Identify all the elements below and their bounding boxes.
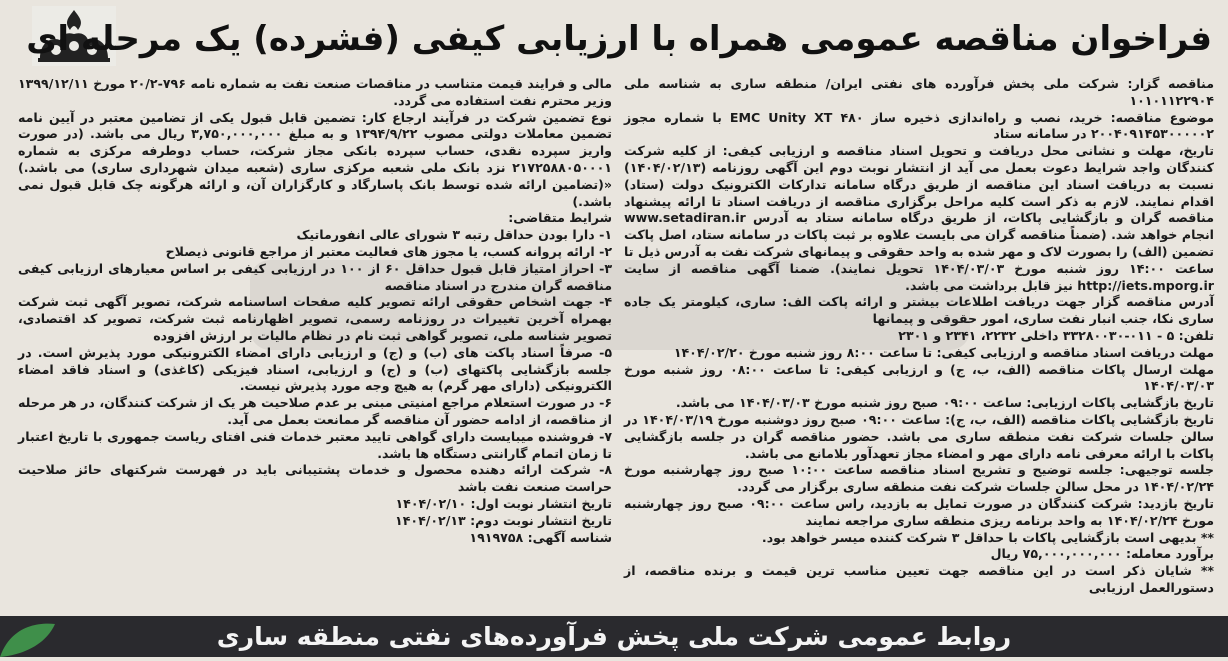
footer-text: روابط عمومی شرکت ملی پخش فرآورده‌های نفتی منطقه ساری [216,622,1012,651]
footer-banner [0,616,1228,657]
organizer-paragraph: مناقصه گزار: شرکت ملی پخش فرآورده های نفتی ایران/ منطقه ساری به شناسه ملی ۱۰۱۰۱۱۲۲۹۰۴ [624,76,1214,108]
guarantee-paragraph: نوع تضمین شرکت در فرآیند ارجاع کار: تضمین قابل قبول یکی از تضامین معتبر در آیین نامه تضمین معاملات دولتی مصوب ۱۳۹۴/۹/۲۲ و به مبلغ ۳,۷۵۰,۰۰۰,۰۰۰ ریال می باشد. (در صورت واریز سپرده نقدی، حساب سپرده بانکی مجاز شرکت، حساب دوطرفه مرکزی به شماره ۲۱۷۲۵۸۸۰۵۰۰۰۱ نزد بانک ملی شعبه مرکزی ساری (شعبه میدان شهرداری ساری) می باشد.) «(تضامین ارائه شده توسط بانک پاسارگاد و کارگزاران آن، و ارائه هرگونه چک قابل قبول نمی باشد.) [18,109,613,209]
left-text-column [18,76,612,598]
right-text-column [624,76,1214,598]
address-paragraph: آدرس مناقصه گزار جهت دریافت اطلاعات بیشتر و ارائه پاکت الف: ساری، کیلومتر یک جاده ساری نکا، جنب انبار نفت ساری، امور حقوقی و پیمانها [624,294,1214,327]
leaf-decoration-icon [0,618,60,657]
requirements-heading: شرایط متقاضی: [508,210,612,226]
opening-tender-paragraph: تاریخ بازگشایی پاکات مناقصه (الف، ب، ج): ساعت ۰۹:۰۰ صبح روز دوشنبه مورخ ۱۴۰۴/۰۳/۱۹ در سالن جلسات شرکت نفت منطقه ساری می باشد. حضور مناقصه گران در جلسه بازگشایی پاکات با ارائه معرفی نامه دارای مهر و امضاء مجاز تعهدآور بلامانع می باشد. [624,411,1214,461]
page-title: فراخوان مناقصه عمومی همراه با ارزیابی کیفی (فشرده) یک مرحله ای [26,19,1212,59]
documents-paragraph: تاریخ، مهلت و نشانی محل دریافت و تحویل اسناد مناقصه و ارزیابی کیفی: از کلیه شرکت کنندگان واجد شرایط دعوت بعمل می آید از انتشار نوبت دوم این آگهی روزنامه (۱۴۰۴/۰۲/۱۳) نسبت به دریافت اسناد این مناقصه از طریق درگاه سامانه تدارکات الکترونیک دولت (ستاد) اقدام نمایند. لازم به ذکر است کلیه مراحل برگزاری مناقصه از دریافت اسناد تا ارائه پیشنهاد مناقصه گران و بازگشایی پاکات، از طریق درگاه سامانه ستاد به آدرس www.setadiran.ir انجام خواهد شد. (ضمناً مناقصه گران می بایست علاوه بر ثبت پاکات در سامانه ستاد، اصل پاکت تضمین (الف) را بصورت لاک و مهر شده به واحد حقوقی و پیمانهای شرکت نفت به آدرس ذیل تا ساعت ۱۴:۰۰ روز شنبه مورخ ۱۴۰۴/۰۳/۰۳ تحویل نمایند). ضمنا آگهی مناقصه از سایت http://iets.mporg.ir نیز قابل برداشت می باشد. [624,143,1214,293]
evaluation-method-continued: مالی و فرایند قیمت متناسب در مناقصات صنعت نفت به شماره نامه ۷۹۶-۲۰/۲ مورخ ۱۳۹۹/۱۲/۱۱ وزیر محترم نفت استفاده می گردد. [18,76,612,108]
subject-paragraph: موضوع مناقصه: خرید، نصب و راه‌اندازی ذخیره ساز EMC Unity XT ۴۸۰ با شماره مجوز ۲۰۰۴۰۹۱۴۵۳۰۰۰۰۰۲ در سامانه ستاد [624,109,1214,142]
requirement-item: ۲- ارائه پروانه کسب، یا مجوز های فعالیت معتبر از مراجع قانونی ذیصلاح [165,243,612,259]
requirement-item: ۳- احراز امتیاز قابل قبول حداقل ۶۰ از ۱۰۰ در ارزیابی کیفی بر اساس معیارهای ارزیابی کیفی مناقصه گران مندرج در اسناد مناقصه [18,260,612,293]
ad-id: شناسه آگهی: ۱۹۱۹۷۵۸ [469,529,612,545]
second-publication-date: تاریخ انتشار نوبت دوم: ۱۴۰۴/۰۲/۱۳ [395,512,612,528]
deadline-docs-paragraph: مهلت دریافت اسناد مناقصه و ارزیابی کیفی: تا ساعت ۸:۰۰ روز شنبه مورخ ۱۴۰۴/۰۲/۲۰ [673,344,1214,360]
requirement-item: ۶- در صورت استعلام مراجع امنیتی مبنی بر عدم صلاحیت هر یک از شرکت کنندگان، در هر مرحله از مناقصه، از ادامه حضور آن مناقصه گر ممانعت بعمل می آید. [18,395,612,427]
site-visit-paragraph: تاریخ بازدید: شرکت کنندگان در صورت تمایل به بازدید، راس ساعت ۰۹:۰۰ صبح روز چهارشنبه مورخ ۱۴۰۴/۰۲/۲۴ به واحد برنامه ریزی منطقه ساری مراجعه نمایند [624,495,1214,528]
deadline-envelopes-paragraph: مهلت ارسال پاکات مناقصه (الف، ب، ج) و ارزیابی کیفی: تا ساعت ۰۸:۰۰ روز شنبه مورخ ۱۴۰۴/۰۳/۰۳ [624,361,1215,394]
requirement-item: ۸- شرکت ارائه دهنده محصول و خدمات پشتیبانی باید در فهرست شرکتهای حائز صلاحیت حراست صنعت نفت باشد [18,462,612,495]
estimate-paragraph: برآورد معامله: ۷۵,۰۰۰,۰۰۰,۰۰۰ ریال [990,546,1214,562]
requirement-item: ۵- صرفاً اسناد پاکت های (ب) و (ج) و ارزیابی دارای امضاء الکترونیکی مورد پذیرش است. در جلسه بازگشایی پاکتهای (ب) و (ج) و ارزیابی، اسناد فیزیکی (کاغذی) و اسناد فاقد امضاء الکترونیکی (دارای مهر گرم) به هیچ وجه مورد پذیرش نیست. [18,344,612,394]
briefing-session-paragraph: جلسه توجیهی: جلسه توضیح و تشریح اسناد مناقصه ساعت ۱۰:۰۰ صبح روز چهارشنبه مورخ ۱۴۰۴/۰۲/۲۴ در محل سالن جلسات شرکت نفت منطقه ساری برگزار می گردد. [624,462,1215,495]
opening-evaluation-paragraph: تاریخ بازگشایی پاکات ارزیابی: ساعت ۰۹:۰۰ صبح روز شنبه مورخ ۱۴۰۴/۰۳/۰۳ می باشد. [675,395,1214,411]
minimum-bidders-note: ** بدیهی است بازگشایی پاکات با حداقل ۳ شرکت کننده میسر خواهد بود. [761,529,1214,545]
evaluation-method-note: ** شایان ذکر است در این مناقصه جهت تعیین مناسب ترین قیمت و برنده مناقصه، از دستورالعمل ارزیابی [624,563,1214,595]
requirement-item: ۷- فروشنده میبایست دارای گواهی تایید معتبر خدمات فنی افتای ریاست جمهوری با تاریخ اعتبار تا زمان اتمام گارانتی دستگاه ها باشد. [18,428,612,461]
requirement-item: ۱- دارا بودن حداقل رتبه ۳ شورای عالی انفورماتیک [296,227,612,243]
requirement-item: ۴- جهت اشخاص حقوقی ارائه تصویر کلیه صفحات اساسنامه شرکت، تصویر آگهی ثبت شرکت بهمراه آخرین تغییرات در روزنامه رسمی، تصویر اظهارنامه ثبت شرکت، تصویر کد اقتصادی، تصویر شناسه ملی، تصویر گواهی ثبت نام در نظام مالیات بر ارزش افزوده [18,294,612,343]
first-publication-date: تاریخ انتشار نوبت اول: ۱۴۰۴/۰۲/۱۰ [395,495,612,511]
phone-paragraph: تلفن: ۵ - ۰۱۱-۳۳۲۸۰۰۳۰ داخلی ۲۲۳۲، ۲۳۴۱ و ۲۳۰۱ [898,327,1214,343]
